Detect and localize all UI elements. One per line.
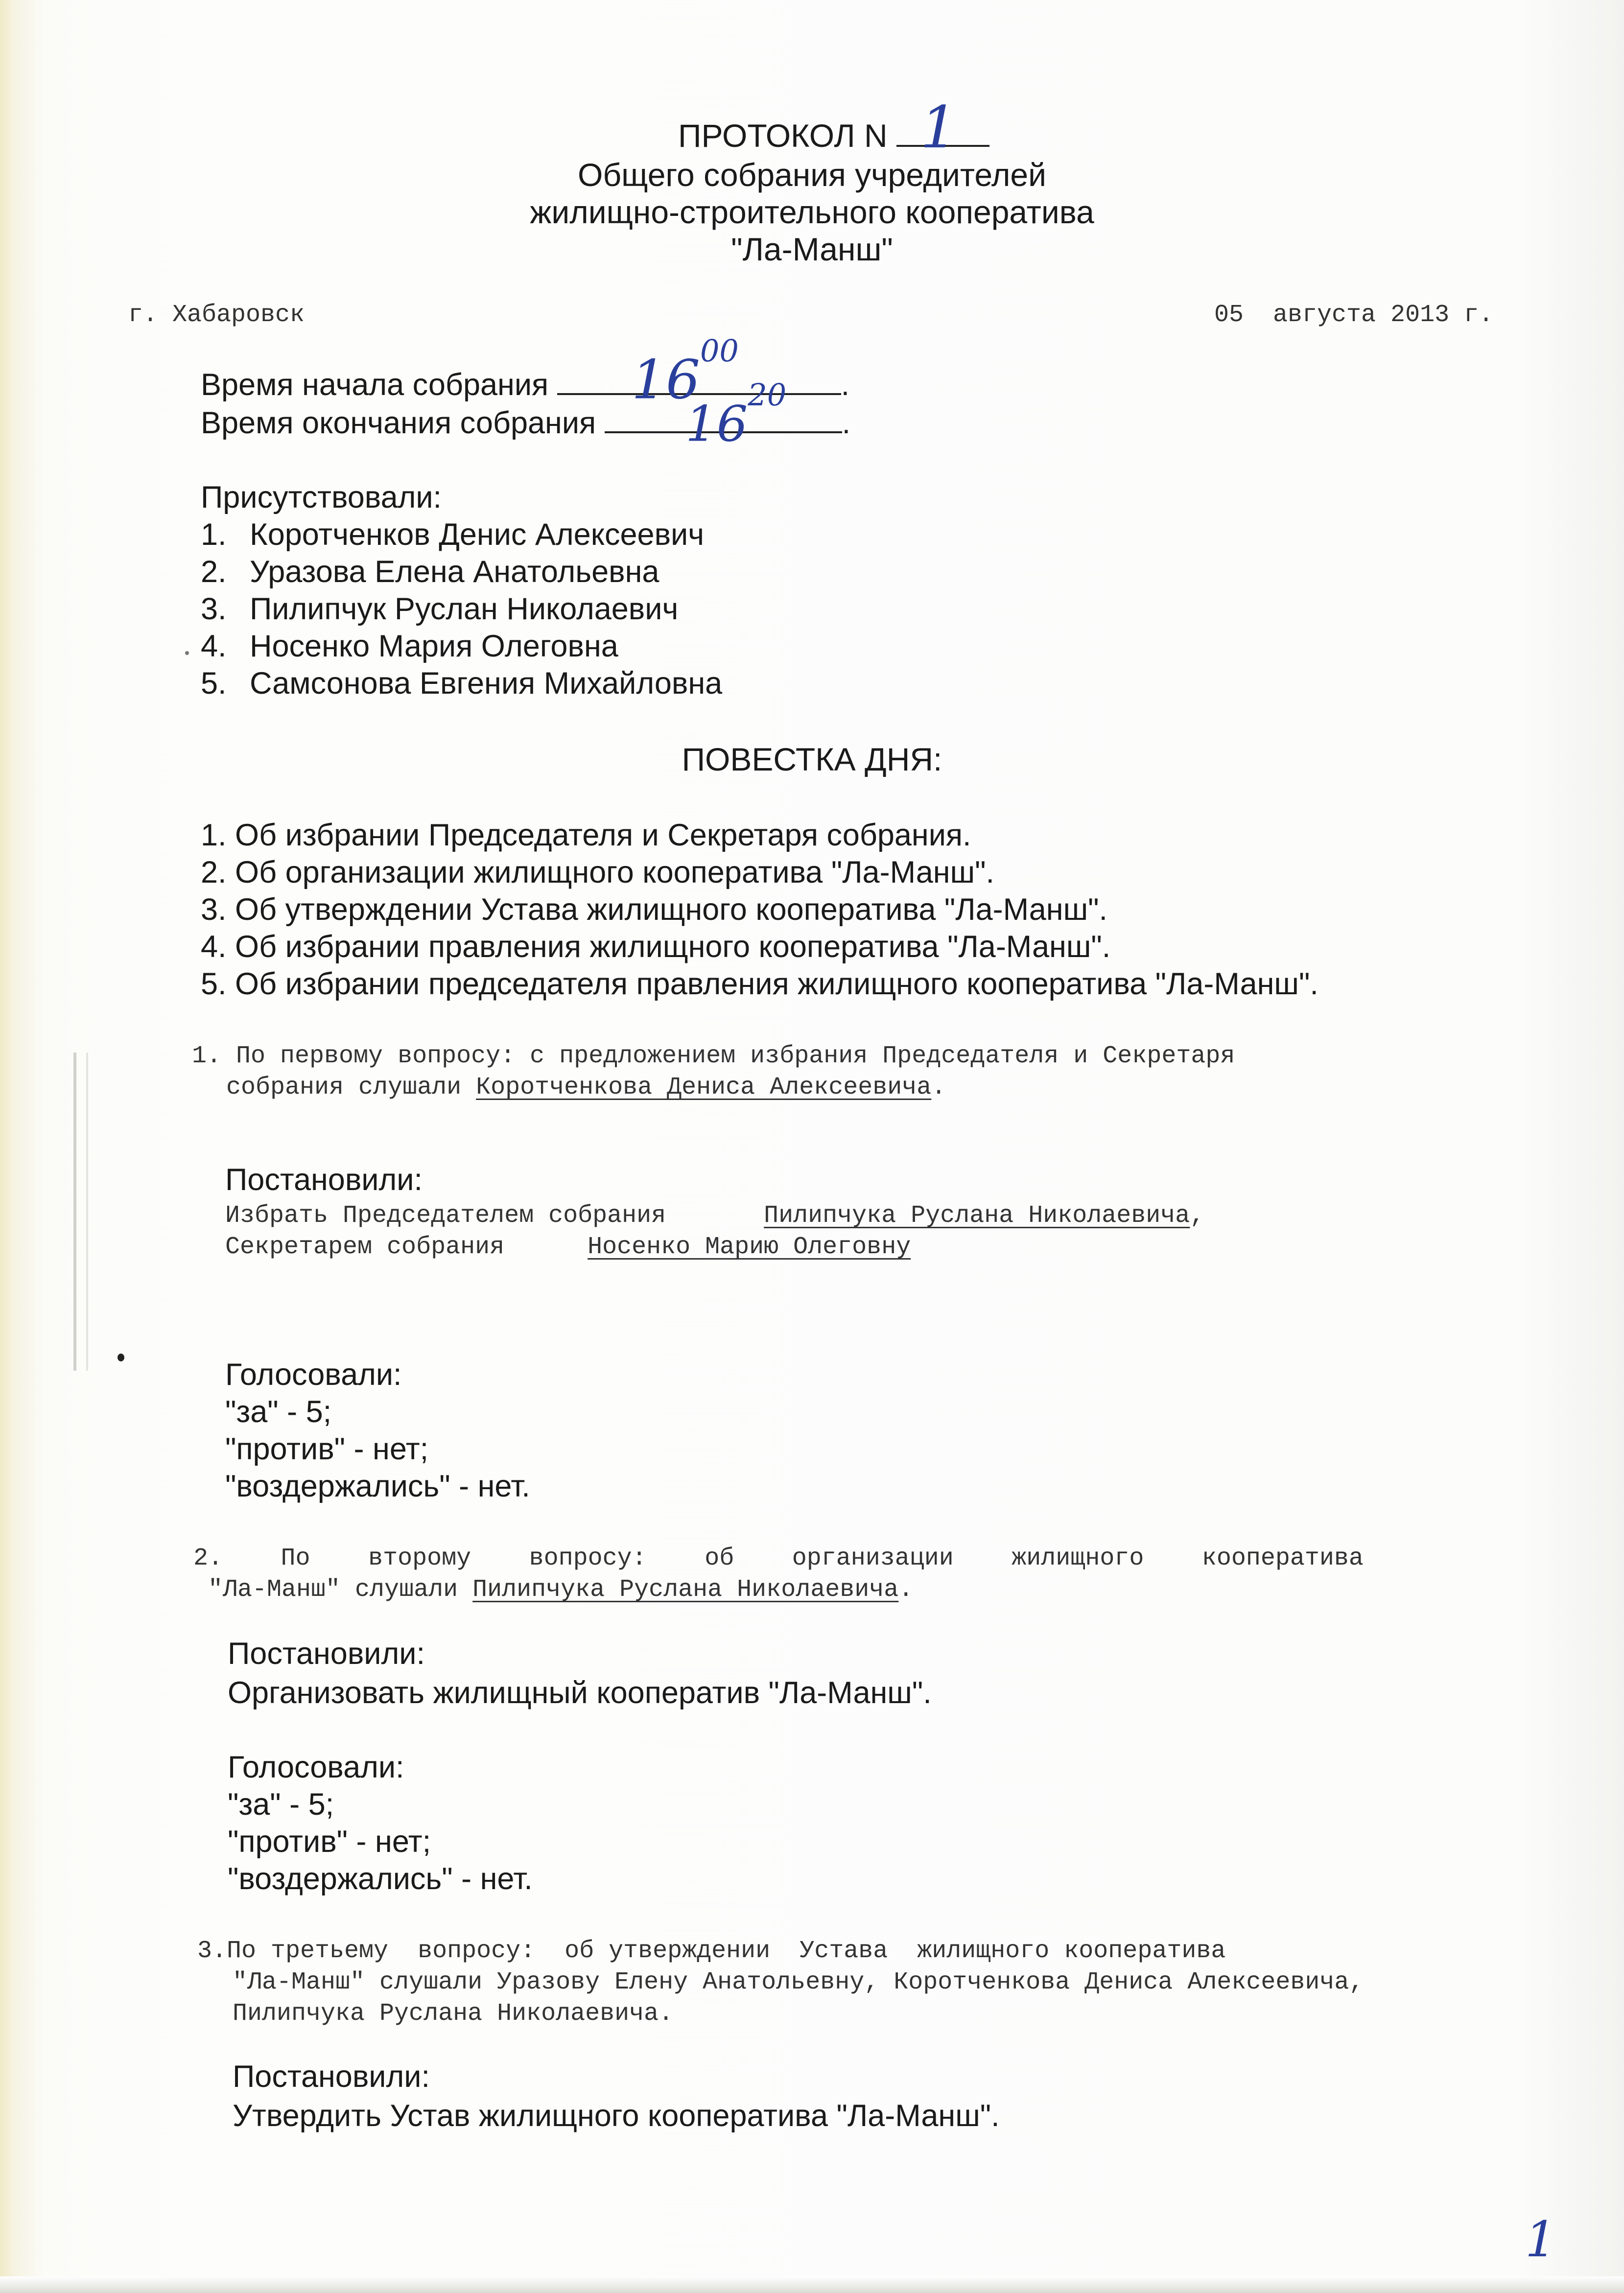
- q1-line-1: 1. По первому вопросу: с предложением избрания Председателя и Секретаря: [192, 1042, 1235, 1070]
- protocol-number-handwritten: 1: [920, 94, 958, 161]
- q3-resolved-title: Постановили:: [233, 2059, 430, 2094]
- agenda-item: 5. Об избрании председателя правления жилищного кооператива "Ла-Манш".: [201, 967, 1318, 1001]
- date: 05 августа 2013 г.: [1214, 301, 1494, 329]
- agenda-item: 4. Об избрании правления жилищного кооператива "Ла-Манш".: [201, 930, 1111, 964]
- agenda-title: ПОВЕСТКА ДНЯ:: [682, 741, 942, 777]
- scan-edge: [0, 2276, 1624, 2293]
- q1-chair-name: Пилипчука Руслана Николаевича: [764, 1202, 1190, 1230]
- protocol-title: ПРОТОКОЛ N: [678, 116, 989, 155]
- city: г. Хабаровск: [128, 301, 305, 329]
- q2-speaker: Пилипчука Руслана Николаевича: [472, 1576, 899, 1604]
- q2-vote-abstain: "воздержались" - нет.: [228, 1862, 533, 1896]
- attendee-row: 3. Пилипчук Руслан Николаевич: [201, 592, 679, 626]
- q2-vote-against: "против" - нет;: [228, 1825, 431, 1859]
- attendee-row: 1. Коротченков Денис Алексеевич: [201, 517, 705, 552]
- end-time-handwritten: $16^{20}$: [685, 377, 787, 453]
- ink-dot: [118, 1354, 124, 1361]
- q3-line-3: Пилипчука Руслана Николаевича.: [233, 2000, 674, 2028]
- agenda-item: 1. Об избрании Председателя и Секретаря собрания.: [201, 818, 971, 852]
- q2-line-1: 2. По второму вопросу: об организации жилищного кооператива: [193, 1544, 1364, 1572]
- attendees-title: Присутствовали:: [201, 480, 442, 515]
- q1-speaker: Коротченкова Дениса Алексеевича: [476, 1074, 932, 1101]
- header-line-2: жилищно-строительного кооператива: [530, 194, 1094, 230]
- q2-line-2: "Ла-Манш" слушали Пилипчука Руслана Николаевича.: [208, 1576, 914, 1604]
- start-time-row: Время начала собрания .: [201, 368, 850, 402]
- staple-binding-mark: [73, 1053, 88, 1371]
- q1-voted-title: Голосовали:: [225, 1357, 402, 1392]
- attendee-row: 2. Уразова Елена Анатольевна: [201, 555, 659, 589]
- start-time-label: Время начала собрания: [201, 368, 549, 402]
- q2-resolved-title: Постановили:: [228, 1637, 425, 1671]
- attendee-row: 5. Самсонова Евгения Михайловна: [201, 666, 723, 701]
- q1-resolution-secretary: Секретарем собрания Носенко Марию Олеговну: [225, 1233, 911, 1261]
- agenda-item: 3. Об утверждении Устава жилищного кооператива "Ла-Манш".: [201, 892, 1108, 927]
- header-line-1: Общего собрания учредителей: [578, 157, 1046, 193]
- q2-resolved-text: Организовать жилищный кооператив "Ла-Манш".: [228, 1676, 932, 1710]
- q3-line-2: "Ла-Манш" слушали Уразову Елену Анатольевну, Коротченкова Дениса Алексеевича,: [233, 1968, 1364, 1996]
- page-number: 1: [1525, 2211, 1556, 2268]
- header-line-3: "Ла-Манш": [731, 231, 893, 267]
- q1-vote-abstain: "воздержались" - нет.: [225, 1469, 530, 1503]
- end-time-label: Время окончания собрания: [201, 406, 596, 440]
- attendee-row: 4. Носенко Мария Олеговна: [201, 629, 618, 663]
- q1-line-2: собрания слушали Коротченкова Дениса Алексеевича.: [226, 1074, 946, 1101]
- q1-resolution-chair: Избрать Председателем собрания Пилипчука Руслана Николаевича,: [225, 1202, 1205, 1230]
- q1-vote-against: "против" - нет;: [225, 1432, 429, 1466]
- ink-dot: [185, 651, 189, 655]
- q1-secretary-name: Носенко Марию Олеговну: [588, 1233, 911, 1261]
- q1-vote-for: "за" - 5;: [225, 1395, 332, 1429]
- end-time-row: Время окончания собрания .: [201, 406, 851, 440]
- q1-resolved-title: Постановили:: [225, 1163, 423, 1197]
- q2-voted-title: Голосовали:: [228, 1750, 404, 1784]
- q3-line-1: 3.По третьему вопросу: об утверждении Устава жилищного кооператива: [197, 1937, 1226, 1965]
- agenda-item: 2. Об организации жилищного кооператива "Ла-Манш".: [201, 855, 994, 889]
- start-time-handwritten: $16^{00}$: [632, 333, 739, 411]
- q3-resolved-text: Утвердить Устав жилищного кооператива "Ла-Манш".: [233, 2099, 1000, 2133]
- q2-vote-for: "за" - 5;: [228, 1787, 334, 1822]
